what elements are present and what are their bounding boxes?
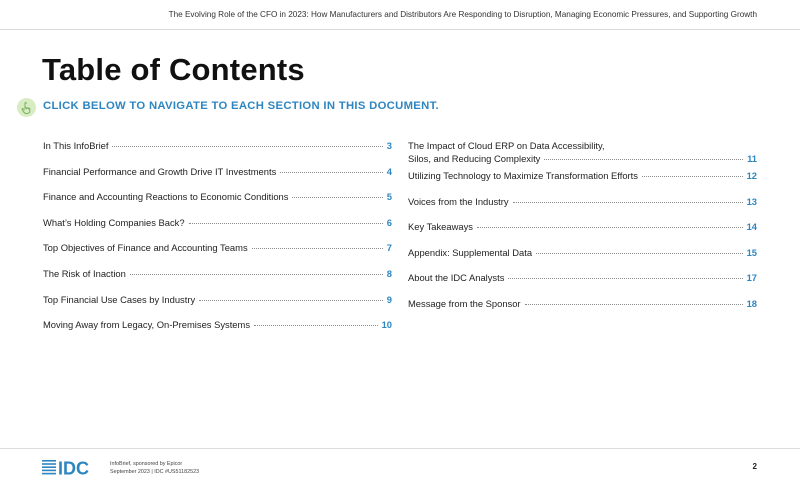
footer-sponsor-line: InfoBrief, sponsored by Epicor <box>110 461 183 467</box>
navigation-instruction: CLICK BELOW TO NAVIGATE TO EACH SECTION IN THIS DOCUMENT. <box>43 100 439 112</box>
toc-link-financial-performance[interactable]: Financial Performance and Growth Drive IT Investments 4 <box>43 165 392 177</box>
toc-left-column <box>43 140 392 345</box>
page-number: 2 <box>752 462 757 471</box>
leader-dots <box>280 172 383 173</box>
toc-link-use-cases[interactable]: Top Financial Use Cases by Industry 9 <box>43 293 392 305</box>
toc-link-in-this-infobrief[interactable]: In This InfoBrief 3 <box>43 140 392 151</box>
toc-link-cloud-erp-impact[interactable]: The Impact of Cloud ERP on Data Accessibility, Silos, and Reducing Complexity 11 <box>408 140 757 164</box>
toc-link-voices-industry[interactable]: Voices from the Industry 13 <box>408 195 757 207</box>
leader-dots <box>544 159 743 160</box>
leader-dots <box>508 278 742 279</box>
idc-logo <box>42 458 102 476</box>
page-title: Table of Contents <box>42 52 305 87</box>
toc-page-number: 13 <box>746 195 757 207</box>
toc-link-appendix[interactable]: Appendix: Supplemental Data 15 <box>408 246 757 258</box>
toc-page-number: 9 <box>386 293 392 305</box>
toc-link-finance-reactions[interactable]: Finance and Accounting Reactions to Economic Conditions 5 <box>43 191 392 203</box>
toc-link-utilizing-technology[interactable]: Utilizing Technology to Maximize Transformation Efforts 12 <box>408 170 757 181</box>
footer-date-line: September 2023 | IDC #US51182523 <box>110 469 200 475</box>
toc-page-number: 17 <box>746 272 757 284</box>
toc-page-number: 7 <box>386 242 392 254</box>
toc-page-number: 12 <box>746 170 757 181</box>
footer-divider <box>0 448 800 449</box>
leader-dots <box>292 197 382 198</box>
idc-logo-text: IDC <box>58 458 89 476</box>
leader-dots <box>254 325 378 326</box>
toc-page-number: 11 <box>747 153 757 164</box>
leader-dots <box>513 202 743 203</box>
toc-page-number: 4 <box>386 165 392 177</box>
toc-link-about-analysts[interactable]: About the IDC Analysts 17 <box>408 272 757 284</box>
toc-page-number: 3 <box>386 140 392 151</box>
toc-page-number: 15 <box>746 246 757 258</box>
toc-page-number: 8 <box>386 267 392 279</box>
footer-info <box>110 460 199 476</box>
toc-link-moving-away-legacy[interactable]: Moving Away from Legacy, On-Premises Systems 10 <box>43 319 392 331</box>
toc-page-number: 5 <box>386 191 392 203</box>
toc-link-holding-back[interactable]: What’s Holding Companies Back? 6 <box>43 216 392 228</box>
toc-page-number: 6 <box>386 216 392 228</box>
leader-dots <box>252 248 383 249</box>
toc-link-top-objectives[interactable]: Top Objectives of Finance and Accounting Teams 7 <box>43 242 392 254</box>
leader-dots <box>477 227 743 228</box>
running-header: The Evolving Role of the CFO in 2023: How Manufacturers and Distributors Are Responding to Disruption, Managing Economic Pressures, and Supporting Growth <box>168 10 757 19</box>
leader-dots <box>642 176 743 177</box>
toc-page-number: 18 <box>746 297 757 309</box>
toc-page-number: 14 <box>746 221 757 233</box>
leader-dots <box>525 304 743 305</box>
leader-dots <box>112 146 382 147</box>
leader-dots <box>189 223 383 224</box>
leader-dots <box>130 274 383 275</box>
toc-link-key-takeaways[interactable]: Key Takeaways 14 <box>408 221 757 233</box>
toc-link-message-sponsor[interactable]: Message from the Sponsor 18 <box>408 297 757 309</box>
header-divider <box>0 29 800 30</box>
pointing-hand-icon <box>17 98 36 117</box>
leader-dots <box>199 300 383 301</box>
leader-dots <box>536 253 743 254</box>
toc-page-number: 10 <box>381 319 392 331</box>
toc-right-column <box>408 140 757 324</box>
toc-link-risk-of-inaction[interactable]: The Risk of Inaction 8 <box>43 267 392 279</box>
